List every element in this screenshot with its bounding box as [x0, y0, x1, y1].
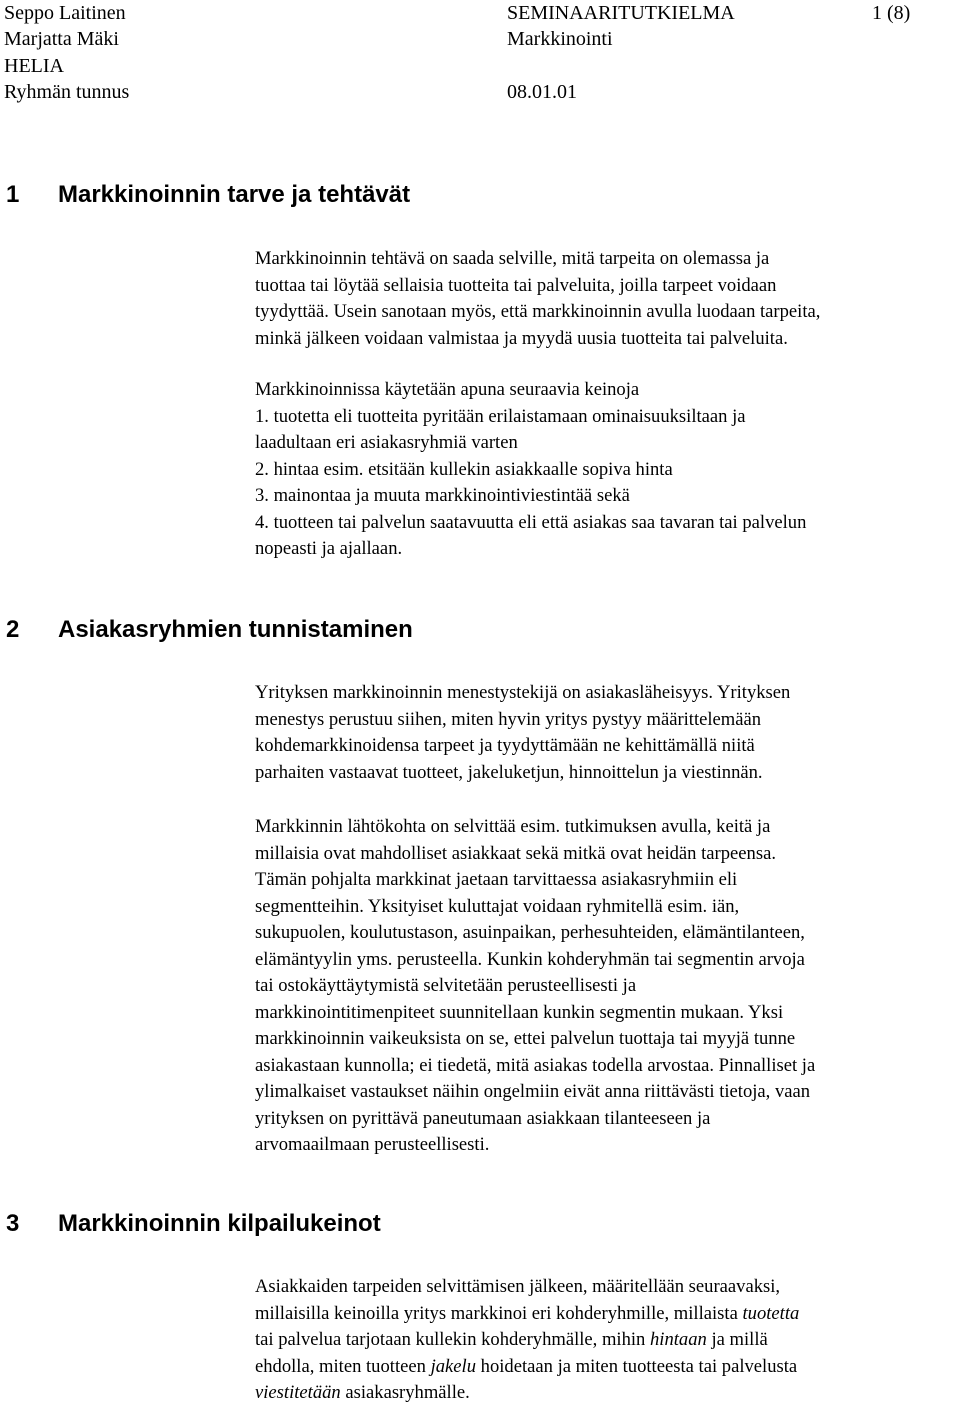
- section-2-heading: [6, 616, 413, 644]
- emphasis-jakelu: jakelu: [430, 1355, 476, 1377]
- section-1-heading: [6, 181, 410, 209]
- text-line: tai ostokäyttäytymistä selvitetään perusteellisesti ja: [255, 975, 637, 996]
- text-line: elämäntyylin yms. perusteella. Kunkin kohderyhmän tai segmentin arvoja: [255, 948, 805, 970]
- section-1-paragraph-2: [255, 377, 955, 563]
- section-2-paragraph-1: [255, 680, 955, 786]
- text-line: Tämän pohjalta markkinat jaetaan tarvittaessa asiakasryhmiin eli: [255, 869, 738, 890]
- header-author-1: Seppo Laitinen: [4, 2, 126, 24]
- section-1-number: 1: [6, 181, 20, 208]
- text-line: tyydyttää. Usein sanotaan myös, että markkinoinnin avulla luodaan tarpeita,: [255, 301, 821, 322]
- list-item-1-cont: laadultaan eri asiakasryhmiä varten: [255, 432, 518, 453]
- emphasis-hintaan: hintaan: [650, 1329, 707, 1350]
- header-institution: HELIA: [4, 55, 64, 77]
- header-doc-type: SEMINAARITUTKIELMA: [507, 2, 735, 24]
- text-line: Markkinoinnissa käytetään apuna seuraavia keinoja: [255, 379, 640, 400]
- text-line: segmentteihin. Yksityiset kuluttajat voidaan ryhmitellä esim. iän,: [255, 895, 740, 917]
- text-line: yrityksen on pyrittävä paneutumaan asiakkaan tilanteeseen ja: [255, 1107, 711, 1129]
- section-1-title: Markkinoinnin tarve ja tehtävät: [58, 181, 411, 208]
- text-line: parhaiten vastaavat tuotteet, jakeluketjun, hinnoittelun ja viestinnän.: [255, 761, 763, 783]
- text-line: markkinointitimenpiteet suunnitellaan kunkin segmentin mukaan. Yksi: [255, 1001, 784, 1023]
- text-line: [255, 1354, 955, 1381]
- list-item-3: 3. mainontaa ja muuta markkinointiviestintää sekä: [255, 485, 630, 506]
- text-line: kohdemarkkinoidensa tarpeet ja tyydyttämään ne kehittämällä niitä: [255, 735, 755, 756]
- text-line: markkinoinnin vaikeuksista on se, ettei palvelun tuottaja tai myyjä tunne: [255, 1028, 796, 1049]
- text-run: ja millä: [706, 1329, 768, 1350]
- section-2-paragraph-2: [255, 814, 955, 1159]
- header-subject: Markkinointi: [507, 28, 613, 50]
- text-line: ylimalkaiset vastaukset näihin ongelmiin eivät anna riittävästi tietoja, vaan: [255, 1081, 811, 1102]
- header-author-2: Marjatta Mäki: [4, 28, 119, 50]
- text-run: millaisilla keinoilla yritys markkinoi eri kohderyhmille, millaista: [255, 1302, 743, 1324]
- list-item-1: 1. tuotetta eli tuotteita pyritään erilaistamaan ominaisuuksiltaan ja: [255, 405, 746, 427]
- text-line: arvomaailmaan perusteellisesti.: [255, 1134, 490, 1155]
- text-run: hoidetaan ja miten tuotteesta tai palvelusta: [476, 1355, 798, 1377]
- header-page-number: 1 (8): [872, 2, 911, 24]
- text-line: [255, 1327, 955, 1354]
- text-run: tai palvelua tarjotaan kullekin kohderyhmälle, mihin: [255, 1329, 650, 1350]
- list-item-4: 4. tuotteen tai palvelun saatavuutta eli että asiakas saa tavaran tai palvelun: [255, 511, 807, 533]
- section-2-title: Asiakasryhmien tunnistaminen: [58, 616, 413, 643]
- text-line: Markkinnin lähtökohta on selvittää esim. tutkimuksen avulla, keitä ja: [255, 816, 771, 837]
- text-line: [255, 1380, 955, 1407]
- section-2-number: 2: [6, 616, 20, 643]
- header-date: 08.01.01: [507, 81, 577, 103]
- text-run: Asiakkaiden tarpeiden selvittämisen jälkeen, määritellään seuraavaksi,: [255, 1276, 781, 1297]
- section-3-paragraph-1: [255, 1274, 955, 1407]
- text-line: asiakastaan kunnolla; ei tiedetä, mitä asiakas todella arvostaa. Pinnalliset ja: [255, 1054, 816, 1076]
- list-item-2: 2. hintaa esim. etsitään kullekin asiakkaalle sopiva hinta: [255, 458, 673, 480]
- section-3-title: Markkinoinnin kilpailukeinot: [58, 1210, 381, 1237]
- section-3-heading: [6, 1210, 381, 1238]
- text-line: Markkinoinnin tehtävä on saada selville, mitä tarpeita on olemassa ja: [255, 248, 770, 269]
- list-item-4-cont: nopeasti ja ajallaan.: [255, 538, 403, 559]
- text-line: sukupuolen, koulutustason, asuinpaikan, perhesuhteiden, elämäntilanteen,: [255, 922, 805, 943]
- text-line: tuottaa tai löytää sellaisia tuotteita tai palveluita, joilla tarpeet voidaan: [255, 274, 777, 296]
- text-line: [255, 1274, 955, 1301]
- text-line: millaisia ovat mahdolliset asiakkaat sekä mitkä ovat heidän tarpeensa.: [255, 842, 776, 864]
- text-line: menestys perustuu siihen, miten hyvin yritys pystyy määrittelemään: [255, 708, 762, 730]
- text-run: ehdolla, miten tuotteen: [255, 1355, 431, 1377]
- emphasis-tuotetta: tuotetta: [742, 1302, 800, 1324]
- text-line: minkä jälkeen voidaan valmistaa ja myydä uusia tuotteita tai palveluita.: [255, 327, 788, 349]
- section-3-number: 3: [6, 1210, 20, 1237]
- section-1-paragraph-1: [255, 246, 955, 352]
- emphasis-viestitetaan: viestitetään: [255, 1382, 341, 1403]
- text-run: asiakasryhmälle.: [340, 1382, 470, 1403]
- header-group-id: Ryhmän tunnus: [4, 81, 130, 103]
- text-line: [255, 1301, 955, 1328]
- text-line: Yrityksen markkinoinnin menestystekijä on asiakasläheisyys. Yrityksen: [255, 682, 791, 703]
